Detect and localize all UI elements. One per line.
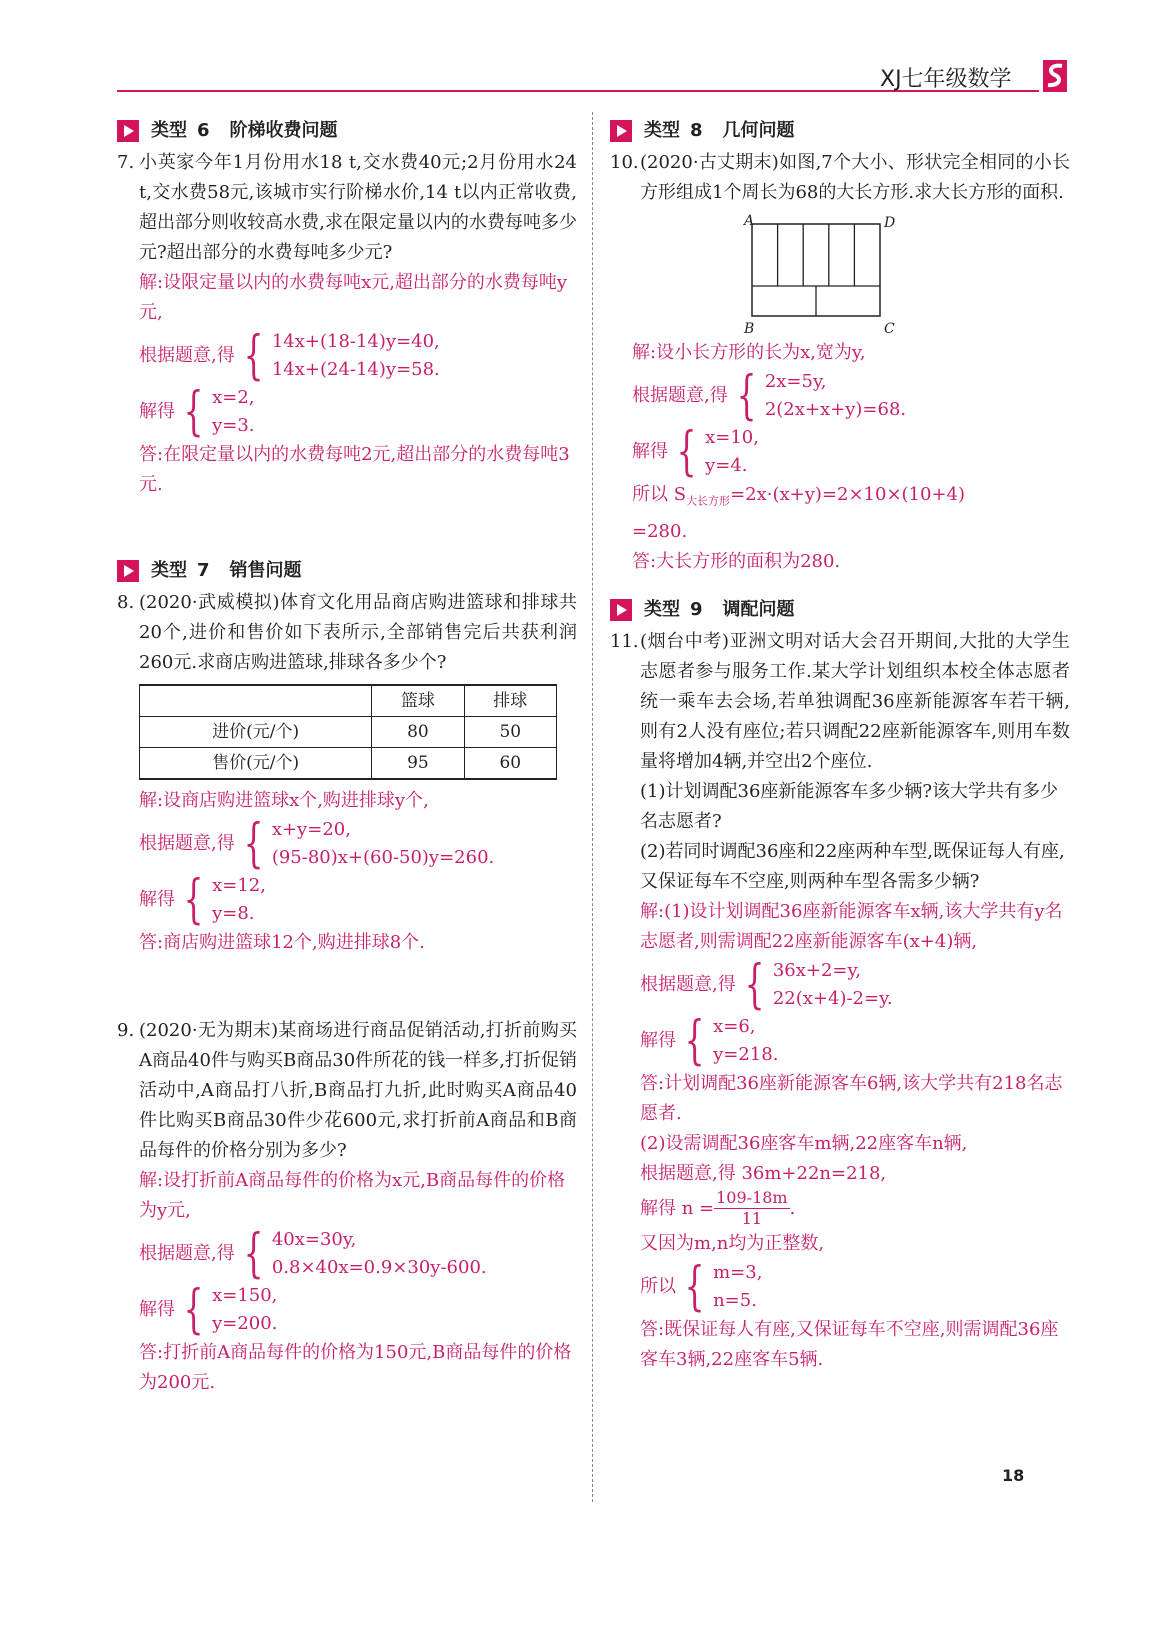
problem-8: [117, 588, 577, 678]
brace-icon: {: [243, 814, 264, 874]
column-divider: [592, 112, 593, 1502]
equation-2: 0.8×40x=0.9×30y-600.: [271, 1257, 487, 1278]
equation-1: 2x=5y,: [764, 371, 827, 392]
solve-label: 解得: [139, 889, 175, 910]
solution-setup: 解:设小长方形的长为x,宽为y,: [632, 342, 866, 363]
table-cell: 进价(元/个): [140, 717, 372, 748]
brace-icon: {: [676, 422, 697, 482]
system-label: 根据题意,得: [139, 1243, 235, 1264]
area-prefix: 所以 S: [632, 484, 687, 505]
brace-icon: {: [243, 1224, 264, 1284]
area-equation: =2x·(x+y)=2×10×(10+4): [730, 484, 966, 505]
solve-label: 解得: [632, 441, 668, 462]
table-cell: 95: [372, 748, 464, 780]
problem-text: (2020·古丈期末)如图,7个大小、形状完全相同的小长方形组成1个周长为68的大长方形.求大长方形的面积.: [640, 152, 1070, 203]
result-1: x=150,: [212, 1285, 278, 1306]
section-label: 类型: [644, 120, 680, 141]
system-label: 根据题意,得: [139, 833, 235, 854]
solution-setup: 解:(1)设计划调配36座新能源客车x辆,该大学共有y名志愿者,则需调配22座新能源客车(x+4)辆,: [640, 900, 1063, 952]
table-cell: 80: [372, 717, 464, 748]
vertex-label-a: A: [744, 213, 755, 229]
equation-1: 14x+(18-14)y=40,: [271, 331, 440, 352]
section-type-6: [117, 116, 577, 146]
play-triangle-icon: [117, 120, 139, 142]
rectangle-figure: [740, 213, 910, 337]
question-2: (2)若同时调配36座和22座两种车型,既保证每人有座,又保证每车不空座,则两种车型各需多少辆?: [640, 840, 1065, 892]
fraction-denominator: 11: [741, 1209, 763, 1229]
play-triangle-icon: [610, 120, 632, 142]
solve-label: 解得: [640, 1029, 676, 1051]
area-subscript: 大长方形: [686, 494, 731, 508]
section-type-8: [610, 116, 1070, 146]
equation-1: 40x=30y,: [271, 1229, 357, 1250]
section-label: 类型: [644, 598, 680, 620]
page-number: 18: [1002, 1466, 1025, 1485]
solution-2-equation: 根据题意,得 36m+22n=218,: [640, 1162, 887, 1184]
system-label: 根据题意,得: [632, 385, 728, 406]
solution-result: [610, 424, 1070, 480]
brace-icon: {: [744, 954, 765, 1015]
answer: 答:商店购进篮球12个,购进排球8个.: [139, 932, 425, 953]
equation-system: [117, 816, 577, 872]
result-1: x=2,: [212, 387, 255, 408]
area-result: =280.: [632, 520, 688, 542]
equation-system: [117, 1226, 577, 1282]
solution-result: [610, 1010, 1070, 1071]
section-label: 类型: [151, 560, 187, 581]
table-cell: 50: [464, 717, 556, 748]
equation-system: [117, 328, 577, 384]
problem-number: 9.: [117, 1020, 135, 1041]
problem-text: (烟台中考)亚洲文明对话大会召开期间,大批的大学生志愿者参与服务工作.某大学计划组织本校全体志愿者统一乘车去会场,若单独调配36座新能源客车若干辆,则有2人没有座位;若只调配22座新能源客车,则用车数量将增加4辆,并空出2个座位.: [640, 630, 1070, 772]
vertex-label-c: C: [884, 321, 895, 337]
table-header: 排球: [464, 685, 556, 717]
solution-result: [117, 1282, 577, 1338]
solution-result: [117, 384, 577, 440]
brace-icon: {: [684, 1256, 705, 1317]
play-triangle-icon: [117, 560, 139, 582]
result-1: x=12,: [212, 875, 266, 896]
brace-icon: {: [736, 366, 757, 426]
solution-setup: 解:设限定量以内的水费每吨x元,超出部分的水费每吨y元,: [139, 272, 568, 323]
result-2: y=3.: [212, 415, 255, 436]
brace-icon: {: [243, 326, 264, 386]
result-m: m=3,: [713, 1261, 763, 1283]
play-triangle-icon: [610, 599, 632, 621]
table-cell: 售价(元/个): [140, 748, 372, 780]
problem-number: 7.: [117, 152, 135, 173]
section-type-7: [117, 556, 577, 586]
answer-1: 答:计划调配36座新能源客车6辆,该大学共有218名志愿者.: [640, 1072, 1063, 1124]
answer-2: 答:既保证每人有座,又保证每车不空座,则需调配36座客车3辆,22座客车5辆.: [640, 1318, 1059, 1370]
brace-icon: {: [183, 870, 204, 930]
fraction: [714, 1188, 789, 1229]
problem-7: [117, 148, 577, 268]
answer: 答:大长方形的面积为280.: [632, 550, 841, 572]
result-2: y=200.: [212, 1313, 278, 1334]
section-number: 7: [197, 560, 210, 581]
n-label: 解得 n =: [640, 1197, 715, 1219]
equation-system: [610, 368, 1070, 424]
right-column: [610, 112, 1070, 1375]
price-table: [139, 684, 557, 780]
section-title: 几何问题: [722, 120, 795, 141]
system-label: 根据题意,得: [640, 973, 736, 995]
answer: 答:打折前A商品每件的价格为150元,B商品每件的价格为200元.: [139, 1342, 572, 1393]
answer: 答:在限定量以内的水费每吨2元,超出部分的水费每吨3元.: [139, 444, 570, 495]
equation-2: 2(2x+x+y)=68.: [764, 399, 907, 420]
brace-icon: {: [183, 1280, 204, 1340]
problem-number: 10.: [610, 152, 639, 173]
result-2: y=8.: [212, 903, 255, 924]
problem-9: [117, 1016, 577, 1166]
solution-setup: 解:设打折前A商品每件的价格为x元,B商品每件的价格为y元,: [139, 1170, 566, 1221]
n-end: .: [789, 1197, 796, 1219]
result-n: n=5.: [713, 1289, 757, 1311]
vertex-label-b: B: [744, 321, 755, 337]
system-label: 根据题意,得: [139, 345, 235, 366]
problem-text: 小英家今年1月份用水18 t,交水费40元;2月份用水24 t,交水费58元,该城市实行阶梯水价,14 t以内正常收费,超出部分则收较高水费,求在限定量以内的水费每吨多少元?超出部分的水费每吨多少元?: [139, 152, 577, 263]
equation-system: [610, 954, 1070, 1015]
section-number: 6: [197, 120, 210, 141]
equation-1: 36x+2=y,: [772, 959, 861, 981]
section-number: 8: [690, 120, 703, 141]
integer-condition: 又因为m,n均为正整数,: [640, 1232, 825, 1254]
section-label: 类型: [151, 120, 187, 141]
section-type-9: [610, 595, 1070, 625]
solve-label: 解得: [139, 401, 175, 422]
section-title: 调配问题: [722, 598, 795, 620]
table-cell: 60: [464, 748, 556, 780]
problem-10: [610, 148, 1070, 208]
equation-2: 22(x+4)-2=y.: [772, 987, 893, 1009]
final-result: [610, 1256, 1070, 1317]
header-title: XJ七年级数学: [880, 67, 1012, 92]
publisher-logo-icon: [1040, 58, 1070, 94]
result-2: y=4.: [705, 455, 748, 476]
area-calculation: [610, 480, 1070, 517]
solution-result: [117, 872, 577, 928]
result-1: x=10,: [705, 427, 759, 448]
problem-11: [610, 627, 1070, 777]
question-1: (1)计划调配36座新能源客车多少辆?该大学共有多少名志愿者?: [640, 780, 1059, 832]
solution-setup: 解:设商店购进篮球x个,购进排球y个,: [139, 790, 429, 811]
equation-2: 14x+(24-14)y=58.: [271, 359, 440, 380]
problem-text: (2020·武威模拟)体育文化用品商店购进篮球和排球共20个,进价和售价如下表所示,全部销售完后共获利润260元.求商店购进篮球,排球各多少个?: [139, 592, 577, 673]
problem-text: (2020·无为期末)某商场进行商品促销活动,打折前购买A商品40件与购买B商品30件所花的钱一样多,打折促销活动中,A商品打八折,B商品打九折,此时购买A商品40件比购买B商品30件少花600元,求打折前A商品和B商品每件的价格分别为多少?: [139, 1020, 577, 1161]
equation-1: x+y=20,: [271, 819, 351, 840]
result-1: x=6,: [713, 1015, 756, 1037]
section-number: 9: [690, 598, 703, 620]
vertex-label-d: D: [884, 215, 896, 231]
section-title: 销售问题: [229, 560, 302, 581]
left-column: [117, 112, 577, 1398]
equation-2: (95-80)x+(60-50)y=260.: [271, 847, 495, 868]
brace-icon: {: [684, 1010, 705, 1071]
solution-2-setup: (2)设需调配36座客车m辆,22座客车n辆,: [640, 1132, 968, 1154]
section-title: 阶梯收费问题: [229, 120, 338, 141]
brace-icon: {: [183, 382, 204, 442]
result-2: y=218.: [713, 1043, 779, 1065]
fraction-numerator: 109-18m: [716, 1188, 788, 1208]
so-label: 所以: [640, 1275, 676, 1297]
n-expression: [610, 1189, 1070, 1229]
solve-label: 解得: [139, 1299, 175, 1320]
problem-number: 11.: [610, 630, 639, 652]
table-header: 篮球: [372, 685, 464, 717]
problem-number: 8.: [117, 592, 135, 613]
table-header: [140, 685, 372, 717]
